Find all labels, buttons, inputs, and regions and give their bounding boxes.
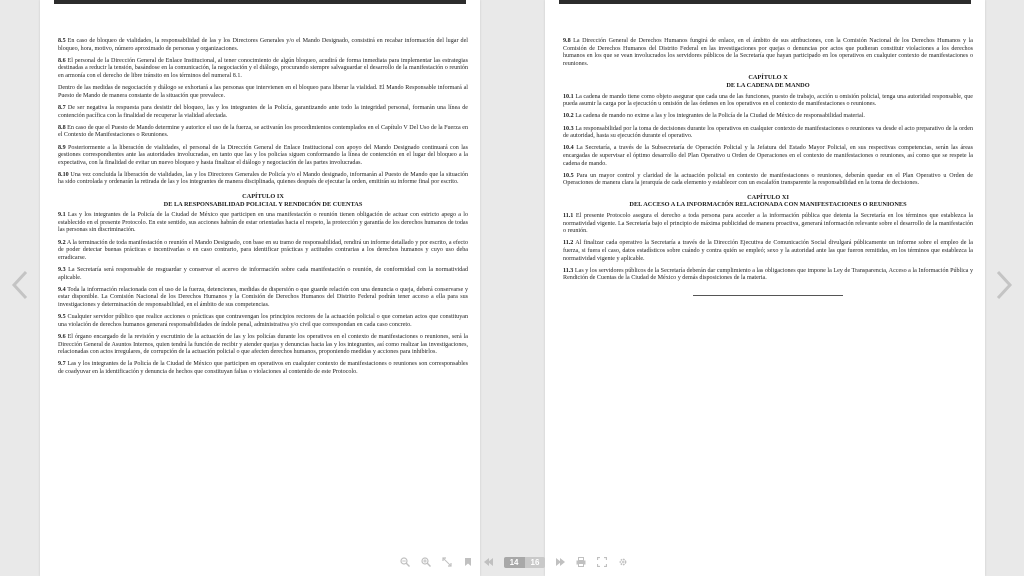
paragraph [58, 85, 468, 100]
paragraph-text: De ser negativa la respuesta para desistir del bloqueo, las y los integrantes de la Policía, garantizando ante todo la integridad personal, formarán una línea de contención pacífica con la finalidad de recuperar la vialidad afectada. [58, 104, 468, 119]
paragraph-text: Dentro de las medidas de negociación y diálogo se exhortará a las personas que intervienen en el bloqueo para liberar la vialidad. El Mando Responsable informará al Puesto de Mando de manera constante de la situación que prevalece. [58, 85, 468, 99]
paragraph-number: 10.4 [563, 145, 574, 152]
paragraph-number: 10.5 [563, 172, 574, 179]
chapter-title: CAPÍTULO IX [242, 193, 284, 201]
divider-line [693, 295, 843, 296]
paragraph-text: La responsabilidad por la toma de decisiones durante los operativos en cualquier contexto de manifestaciones o reuniones va desde el acto preparativo de la orden de autoridad, hasta su ejecución durante el operativo. [563, 125, 973, 140]
paragraph-number: 8.9 [58, 144, 66, 151]
paragraph-number: 9.1 [58, 212, 66, 219]
first-page-icon[interactable] [483, 556, 495, 568]
page-top-border [54, 0, 466, 4]
paragraph-text: Las y los integrantes de la Policía de la Ciudad de México que participen en operativos en cualquier contexto de manifestaciones o reuniones son corresponsables de coadyuvar en la identificación y denuncia de hechos que constituyan faltas o violaciones al contenido de este Protocolo. [58, 361, 468, 375]
paragraph-text: Cualquier servidor público que realice acciones o prácticas que contravengan los principios rectores de la actuación policial o que cometan actos que constituyan una violación de derechos humanos generará responsabilidades de índole penal, administrativa y/o civil que correspondan en cada caso concreto. [58, 314, 468, 328]
paragraph [58, 38, 468, 53]
document-page-left [40, 0, 480, 576]
paragraph-number: 11.2 [563, 240, 574, 247]
paragraph-number: 8.7 [58, 104, 66, 111]
paragraph [58, 267, 468, 282]
chapter-subtitle: DEL ACCESO A LA INFORMACIÓN RELACIONADA CON MANIFESTACIONES O REUNIONES [629, 201, 907, 209]
paragraph [58, 105, 468, 120]
paragraph-number: 9.3 [58, 267, 66, 273]
total-pages: 16 [525, 557, 546, 568]
paragraph [563, 126, 973, 141]
paragraph [58, 212, 468, 235]
paragraph [58, 145, 468, 168]
zoom-out-icon[interactable] [399, 556, 411, 568]
page-left-content [58, 38, 468, 381]
paragraph [563, 213, 973, 236]
paragraph-text: El órgano encargado de la revisión y escrutinio de la actuación de las y los policías durante los operativos en el contexto de manifestaciones o reuniones, será la Dirección General de Asuntos Internos, quien tendrá la función de recibir y atender quejas y denuncias hacia las y los integrantes, así como realizar las investigaciones, relacionadas con actos irregulares, de corrupción de la actuación policial o que afecten derechos humanos, proponiendo medidas y acciones para inhibirlos. [58, 333, 468, 356]
paragraph [58, 58, 468, 81]
paragraph-text: Las y los servidores públicos de la Secretaría deberán dar cumplimiento a las obligaciones que impone la Ley de Transparencia, Acceso a la Información Pública y Rendición de Cuentas de la Ciudad de México y demás disposiciones de la materia. [563, 267, 973, 282]
paragraph [58, 334, 468, 357]
paragraph-number: 9.4 [58, 286, 66, 293]
paragraph-text: A la terminación de toda manifestación o reunión el Mando Designado, con base en su tramo de responsabilidad, rendirá un informe detallado y por escrito, a efecto de poder detectar buenas prácticas e incentivarlas o en caso contrario, para identificar prácticas y actitudes contrarias a los derechos humanos y cuyo uso deba erradicarse. [58, 239, 468, 261]
paragraph-number: 8.10 [58, 171, 69, 178]
paragraph [563, 240, 973, 263]
chapter-heading [58, 193, 468, 208]
last-page-icon[interactable] [554, 556, 566, 568]
page-indicator[interactable] [504, 557, 546, 568]
paragraph-text: Para un mayor control y claridad de la actuación policial en contexto de manifestaciones o reuniones, deberán quedar en el Plan Operativo u Orden de Operaciones de manera clara la jerarquía de cada elemento y establecer con un escalafón transparente la responsabilidad en la toma de decisiones. [563, 172, 973, 187]
paragraph-text: La cadena de mando tiene como objeto asegurar que cada una de las funciones, puesto de trabajo, acción u omisión policial, tenga una autoridad responsable, que pueda asumir la carga por la ejecución u omisión de las órdenes en los operativos en el contexto de manifestaciones o reuniones. [563, 93, 973, 108]
paragraph-number: 9.6 [58, 333, 66, 340]
paragraph-number: 10.2 [563, 113, 574, 120]
paragraph-number: 8.6 [58, 57, 66, 64]
paragraph-text: Las y los integrantes de la Policía de la Ciudad de México que participen en una manifestación o reunión tienen obligación de actuar con estricto apego a lo establecido en el presente Protocolo. En este sentido, sus acciones habrán de estar orientadas hacia el respeto, la protección y garantía de los derechos humanos de todas las personas sin discriminación. [58, 212, 469, 234]
current-page-number[interactable]: 14 [504, 557, 525, 568]
paragraph-number: 9.8 [563, 38, 571, 44]
settings-gear-icon[interactable] [617, 556, 629, 568]
paragraph-text: La Secretaría será responsable de resguardar y conservar el acervo de información sobre cada manifestación o reunión, de conformidad con la normatividad aplicable. [58, 267, 468, 281]
paragraph-text: El personal de la Dirección General de Enlace Institucional, al tener conocimiento de algún bloqueo, acudirá de forma inmediata para implementar las estrategias destinadas a reducir la tensión, basándose en la comunicación, la negociación y el diálogo, procurando siempre salvaguardar el desarrollo de la manifestación o reunión en armonía con el derecho de libre tránsito en los términos del numeral 8.1. [58, 57, 468, 79]
chapter-heading [563, 194, 973, 209]
paragraph [58, 287, 468, 310]
fit-page-icon[interactable] [441, 556, 453, 568]
paragraph [563, 113, 973, 121]
paragraph [563, 38, 973, 68]
paragraph-number: 11.3 [563, 267, 574, 274]
paragraph-number: 8.8 [58, 124, 66, 131]
paragraph [58, 314, 468, 329]
paragraph-text: Al finalizar cada operativo la Secretaría a través de la Dirección Ejecutiva de Comunicación Social divulgará públicamente un informe sobre el empleo de la fuerza, si fuera el caso, datos estadísticos sobre cuándo y contra quién se empleó; sexo y la autoridad ante las que fueron remitidas, en los términos que establezca la normatividad vigente y aplicable. [563, 240, 973, 262]
paragraph-number: 9.5 [58, 314, 66, 321]
paragraph-text: Posteriormente a la liberación de vialidades, el personal de la Dirección General de Enlace Institucional con apoyo del Mando Designado continuará con las gestiones correspondientes ante las autoridades involucradas, en tanto que las y los policías siguen conformando la línea de contención en el lugar del bloqueo a la expectativa, con la finalidad de evitar un nuevo bloqueo y hasta finalizar el diálogo y negociación de las partes involucradas. [58, 144, 469, 166]
paragraph-number: 10.1 [563, 93, 574, 100]
paragraph [58, 172, 468, 187]
print-icon[interactable] [575, 556, 587, 568]
paragraph-text: La Dirección General de Derechos Humanos fungirá de enlace, en el ámbito de sus atribuciones, con la Comisión Nacional de los Derechos Humanos y la Comisión de Derechos Humanos del Distrito Federal en las investigaciones por quejas o denuncias por actos que pudieran constituir violaciones a los derechos humanos en los que se vean involucrados los servidores públicos de la Secretaría que hayan participado en los operativos en cualquier contexto de manifestaciones o reuniones. [563, 38, 973, 67]
fullscreen-icon[interactable] [596, 556, 608, 568]
paragraph-number: 10.3 [563, 125, 574, 132]
chapter-subtitle: DE LA CADENA DE MANDO [726, 81, 810, 89]
paragraph [58, 125, 468, 140]
prev-page-chevron-left-icon[interactable] [8, 268, 32, 302]
paragraph-number: 9.7 [58, 361, 66, 368]
paragraph-text: La Secretaría, a través de la Subsecretaría de Operación Policial y la Jefatura del Estado Mayor Policial, en sus respectivas competencias, serán las áreas encargadas de supervisar el óptimo desarrollo del Plan Operativo u Orden de Operaciones en el contexto de manifestaciones o reuniones, así como que se respete la cadena de mando. [563, 145, 973, 167]
chapter-subtitle: DE LA RESPONSABILIDAD POLICIAL Y RENDICIÓN DE CUENTAS [163, 200, 363, 208]
paragraph-text: En caso de que el Puesto de Mando determine y autorice el uso de la fuerza, se activarán los procedimientos contemplados en el Capítulo V Del Uso de la Fuerza en el Contexto de Manifestaciones o Reuniones. [58, 124, 468, 139]
chapter-title: CAPÍTULO X [748, 74, 788, 82]
paragraph [563, 94, 973, 109]
page-top-border [559, 0, 971, 4]
paragraph-text: En caso de bloqueo de vialidades, la responsabilidad de las y los Directores Generales y/o el Mando Designado, consistirá en recabar información del lugar del bloqueo, hora, motivo, número aproximado de personas y organizaciones. [58, 38, 468, 52]
chapter-heading [563, 74, 973, 89]
paragraph-number: 9.2 [58, 239, 66, 246]
paragraph-text: La cadena de mando no exime a las y los integrantes de la Policía de la Ciudad de México de responsabilidad material. [575, 113, 865, 120]
next-page-chevron-right-icon[interactable] [992, 268, 1016, 302]
paragraph-number: 8.5 [58, 38, 66, 44]
paragraph [563, 268, 973, 283]
paragraph [58, 361, 468, 376]
chapter-title: CAPÍTULO XI [747, 193, 789, 201]
paragraph-text: Toda la información relacionada con el uso de la fuerza, detenciones, medidas de dispersión o que guarde relación con una denuncia o queja, deberá conservarse y estar disponible. La Comisión Nacional de los Derechos Humanos y la Comisión de Derechos Humanos del Distrito Federal podrán tener acceso a ella para sus investigaciones y determinación de responsabilidad, en el ámbito de sus competencias. [58, 286, 469, 308]
bookmark-icon[interactable] [462, 556, 474, 568]
paragraph-text: Una vez concluida la liberación de vialidades, las y los Directores Generales de Policía y/o el Mando designado, informarán al Puesto de Mando que la situación ha sido controlada y ordenarán la retirada de las y los integrantes de manera disciplinada, quienes después de ejecutar la orden, emitirán su informe final por escrito. [58, 171, 468, 186]
paragraph-number: 11.1 [563, 213, 574, 220]
paragraph [58, 240, 468, 263]
document-page-right [545, 0, 985, 576]
zoom-in-icon[interactable] [420, 556, 432, 568]
paragraph [563, 173, 973, 188]
page-right-content [563, 38, 973, 296]
paragraph-text: El presente Protocolo asegura el derecho a toda persona para acceder a la información pública que detenta la Secretaría en los términos que establezca la normatividad vigente. La Secretaría bajo el principio de máxima publicidad de manera proactiva, generará información relevante sobre el desarrollo de la manifestación o reunión. [563, 213, 973, 235]
paragraph [563, 145, 973, 168]
viewer-toolbar [380, 552, 648, 572]
